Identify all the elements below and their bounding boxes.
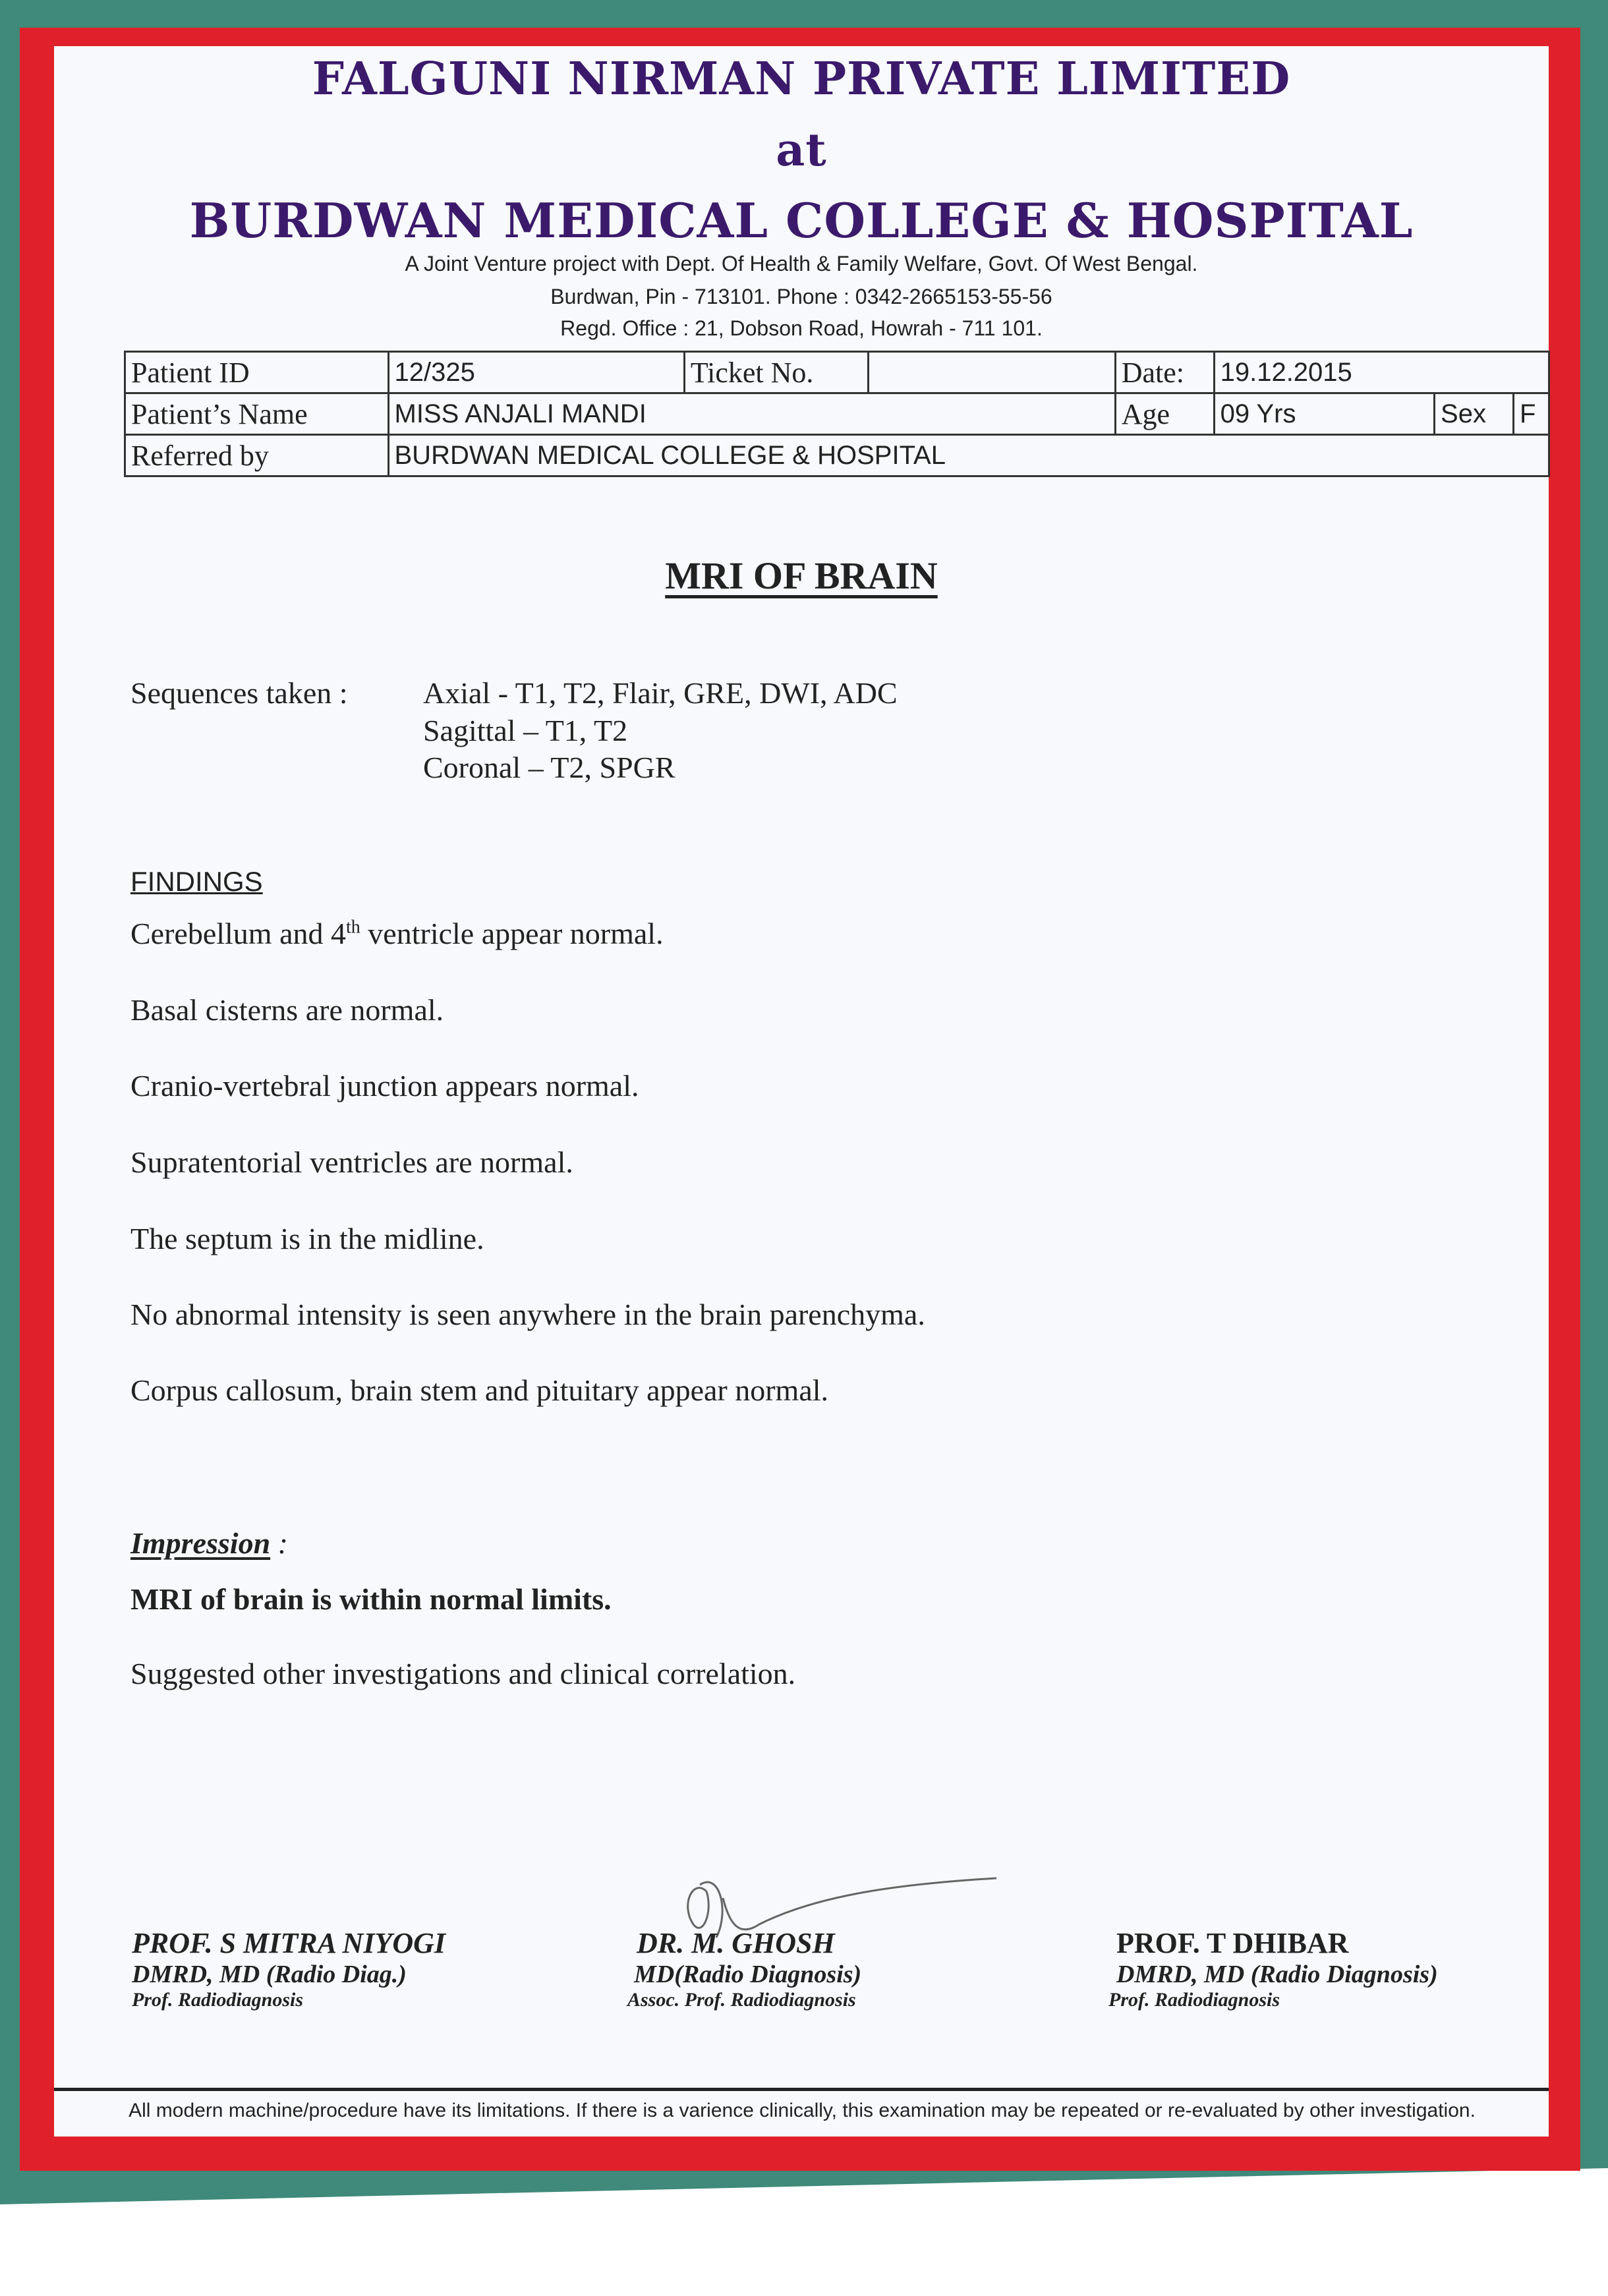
signatory-1	[132, 1926, 445, 2011]
finding-item: Basal cisterns are normal.	[130, 993, 444, 1027]
report-title: MRI OF BRAIN	[665, 554, 938, 597]
signatory-role: Assoc. Prof. Radiodiagnosis	[627, 1989, 856, 2011]
regd-office-line: Regd. Office : 21, Dobson Road, Howrah - 711 101.	[560, 316, 1043, 340]
age-value: 09 Yrs	[1214, 393, 1434, 435]
suggestion-text: Suggested other investigations and clinical correlation.	[130, 1657, 796, 1690]
report-page	[54, 46, 1549, 2137]
sex-label: Sex	[1435, 393, 1514, 435]
impression-heading	[130, 1526, 288, 1561]
sex-value: F	[1513, 393, 1549, 435]
footer-disclaimer: All modern machine/procedure have its limitations. If there is a varience clinically, this examination may be repeated or re-evaluated by other investigation.	[129, 2100, 1476, 2121]
footer-divider	[54, 2088, 1549, 2091]
impression-text: MRI of brain is within normal limits.	[130, 1582, 612, 1616]
ticket-no-label: Ticket No.	[684, 352, 869, 393]
sequence-axial: Axial - T1, T2, Flair, GRE, DWI, ADC	[423, 676, 898, 710]
signatory-degree: MD(Radio Diagnosis)	[634, 1961, 862, 1988]
finding-item	[130, 916, 664, 951]
finding-item: Cranio-vertebral junction appears normal.	[130, 1069, 639, 1103]
referred-by-value: BURDWAN MEDICAL COLLEGE & HOSPITAL	[388, 435, 1549, 476]
signatory-degree: DMRD, MD (Radio Diag.)	[132, 1961, 407, 1988]
company-name: FALGUNI NIRMAN PRIVATE LIMITED	[312, 53, 1291, 105]
signatory-name: DR. M. GHOSH	[637, 1927, 835, 1959]
patient-name-row	[125, 393, 1549, 435]
impression-heading-text: Impression	[130, 1526, 271, 1560]
hospital-name: BURDWAN MEDICAL COLLEGE & HOSPITAL	[189, 192, 1414, 248]
connector-at: at	[776, 124, 827, 177]
age-label: Age	[1115, 393, 1214, 435]
date-label: Date:	[1115, 352, 1214, 393]
referred-by-row	[125, 435, 1549, 476]
signatory-name: PROF. T DHIBAR	[1116, 1927, 1349, 1959]
sequence-coronal: Coronal – T2, SPGR	[423, 751, 675, 784]
impression-colon: :	[270, 1526, 288, 1560]
finding-text: ventricle appear normal.	[360, 917, 664, 950]
patient-name-value: MISS ANJALI MANDI	[388, 393, 1115, 435]
finding-item: Corpus callosum, brain stem and pituitary appear normal.	[130, 1373, 829, 1407]
ticket-no-value	[869, 352, 1115, 393]
findings-heading: FINDINGS	[130, 866, 263, 897]
finding-item: The septum is in the midline.	[130, 1222, 484, 1255]
signatory-2	[627, 1926, 861, 2011]
patient-info-table	[124, 351, 1550, 477]
superscript-th: th	[346, 917, 360, 938]
finding-item: Supratentorial ventricles are normal.	[130, 1145, 573, 1179]
signatory-name: PROF. S MITRA NIYOGI	[132, 1927, 445, 1959]
finding-item: No abnormal intensity is seen anywhere in the brain parenchyma.	[130, 1298, 925, 1331]
signatory-degree: DMRD, MD (Radio Diagnosis)	[1116, 1961, 1438, 1988]
patient-id-row	[125, 352, 1549, 393]
joint-venture-line: A Joint Venture project with Dept. Of Health & Family Welfare, Govt. Of West Bengal.	[405, 252, 1198, 275]
address-line: Burdwan, Pin - 713101. Phone : 0342-2665153-55-56	[550, 285, 1052, 308]
signatory-role: Prof. Radiodiagnosis	[1108, 1989, 1280, 2011]
sequences-label: Sequences taken :	[130, 676, 348, 710]
sequence-sagittal: Sagittal – T1, T2	[423, 714, 628, 747]
patient-id-value: 12/325	[388, 352, 684, 393]
date-value: 19.12.2015	[1214, 352, 1549, 393]
signatory-role: Prof. Radiodiagnosis	[132, 1989, 304, 2011]
referred-by-label: Referred by	[125, 435, 389, 476]
patient-id-label: Patient ID	[125, 352, 389, 393]
signatory-3	[1108, 1926, 1438, 2011]
patient-name-label: Patient’s Name	[125, 393, 389, 435]
finding-text: Cerebellum and 4	[130, 917, 347, 950]
